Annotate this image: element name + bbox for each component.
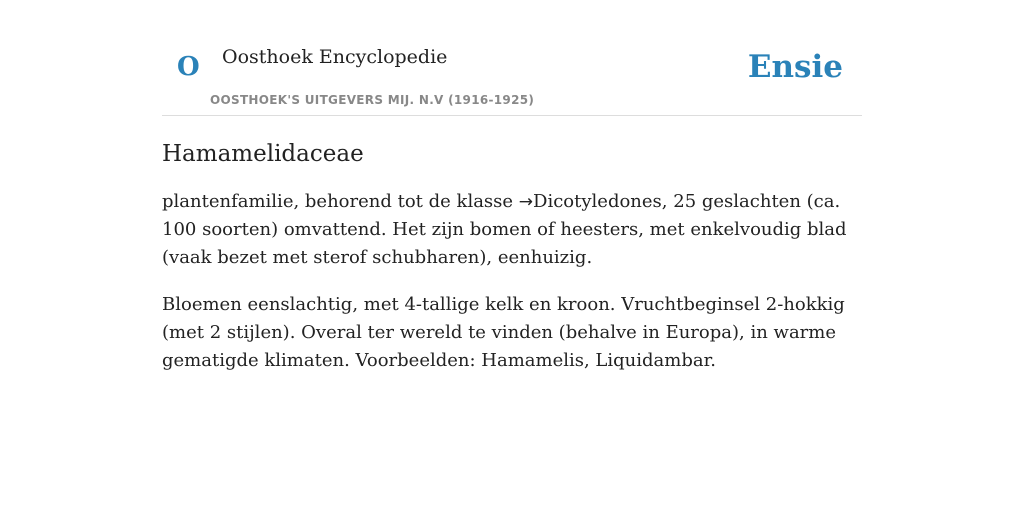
paragraph-1-text-before: plantenfamilie, behorend tot de klasse (162, 191, 519, 212)
article-paragraph-2: Bloemen eenslachtig, met 4-tallige kelk en kroon. Vruchtbeginsel 2-hokkig (met 2 stijlen). Overal ter wereld te vinden (behalve in Europa), in warme gematigde klimaten. Voorbeelden: Hamamelis, Liquidambar. (162, 294, 845, 371)
dicotyledones-link[interactable] (519, 191, 662, 212)
article-title: Hamamelidaceae (162, 141, 364, 167)
arrow-right-icon: → (518, 192, 534, 212)
dicotyledones-link-label: Dicotyledones (533, 191, 662, 212)
site-header (162, 30, 862, 116)
article-paragraph-1 (162, 188, 862, 272)
site-title[interactable]: Oosthoek Encyclopedie (222, 46, 448, 68)
paragraph-1-text-after: , 25 geslachten (ca. 100 soorten) omvattend. Het zijn bomen of heesters, met enkelvoudig blad (vaak bezet met sterof schubharen), eenhuizig. (162, 191, 847, 268)
brand-logo[interactable]: Ensie (747, 49, 843, 85)
article (162, 138, 862, 394)
site-logo[interactable]: O (177, 52, 200, 82)
publisher-subtitle: OOSTHOEK'S UITGEVERS MIJ. N.V (1916-1925) (210, 93, 535, 107)
